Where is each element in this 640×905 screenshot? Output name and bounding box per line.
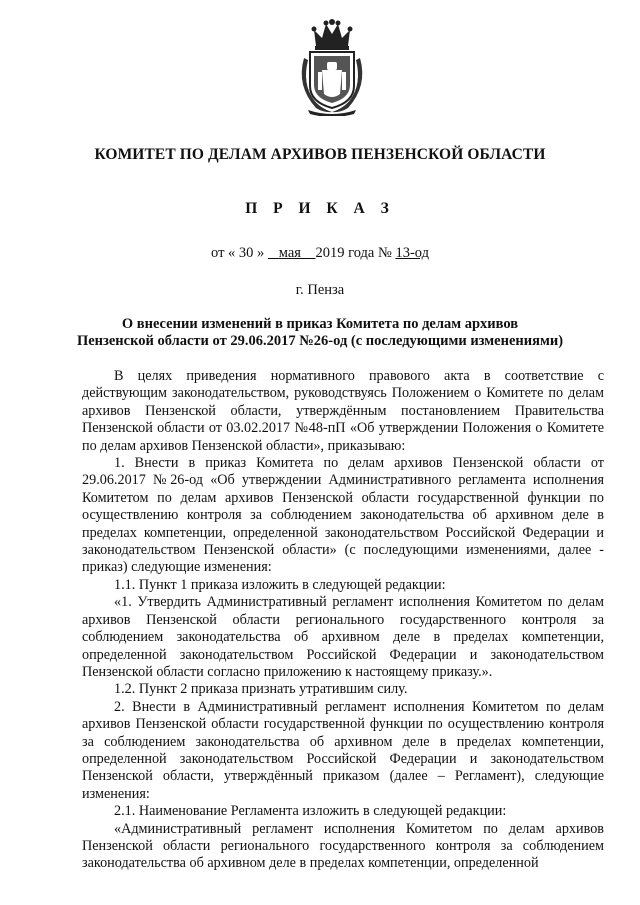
date-year: 2019 года № — [315, 245, 396, 261]
document-subject — [0, 316, 640, 350]
paragraph: 1.2. Пункт 2 приказа признать утратившим силу. — [114, 681, 408, 698]
paragraph: 2. Внести в Административный регламент исполнения Комитетом по делам архивов Пензенской области государственной функции по осуществлению контроля за соблюдением законодательства об архивном деле в пределах компетенции, определенной законодательством Российской Федерации и законодательством Пензенской области, утверждённый приказом (далее – Регламент), следующие изменения: — [82, 698, 604, 802]
date-month: мая — [278, 245, 301, 261]
paragraph: 1. Внести в приказ Комитета по делам архивов Пензенской области от 29.06.2017 №26-од «Об утверждении Административного регламента исполнения Комитетом по делам архивов Пензенской области государственной функции по осуществлению контроля за соблюдением законодательства об архивном деле в пределах компетенции, определенной законодательством Российской Федерации и законодательством Пензенской области» (с последующими изменениями, далее - приказ) следующие изменения: — [82, 455, 604, 576]
paragraph: 2.1. Наименование Регламента изложить в следующей редакции: — [114, 803, 507, 820]
date-prefix: от « 30 » — [211, 245, 268, 261]
paragraph: В целях приведения нормативного правового акта в соответствие с действующим законодательством, руководствуясь Положением о Комитете по делам архивов Пензенской области, утверждённым постановлением Правительства Пензенской области от 03.02.2017 №48-пП «Об утверждении Положения о Комитете по делам архивов Пензенской области», приказываю: — [82, 368, 604, 454]
coat-of-arms-emblem — [294, 16, 370, 116]
document-number: 13-од — [395, 245, 429, 261]
paragraph: «Административный регламент исполнения Комитетом по делам архивов Пензенской области регионального государственного контроля за соблюдением законодательства об архивном деле в пределах компетенции, определенной — [82, 820, 604, 872]
document-date-line — [0, 245, 640, 262]
paragraph: «1. Утвердить Административный регламент исполнения Комитетом по делам архивов Пензенской области регионального государственного контроля за соблюдением законодательства об архивном деле в пределах компетенции, определенной законодательством Российской Федерации и законодательством Пензенской области согласно приложению к настоящему приказу.». — [82, 594, 604, 680]
document-type: П Р И К А З — [245, 200, 395, 217]
subject-line-1: О внесении изменений в приказ Комитета по делам архивов — [121, 316, 519, 332]
document-body — [82, 368, 604, 873]
city: г. Пенза — [295, 282, 345, 298]
paragraph: 1.1. Пункт 1 приказа изложить в следующей редакции: — [114, 576, 446, 593]
organization-name: КОМИТЕТ ПО ДЕЛАМ АРХИВОВ ПЕНЗЕНСКОЙ ОБЛАСТИ — [94, 146, 546, 163]
subject-line-2: Пензенской области от 29.06.2017 №26-од (с последующими изменениями) — [76, 333, 564, 349]
